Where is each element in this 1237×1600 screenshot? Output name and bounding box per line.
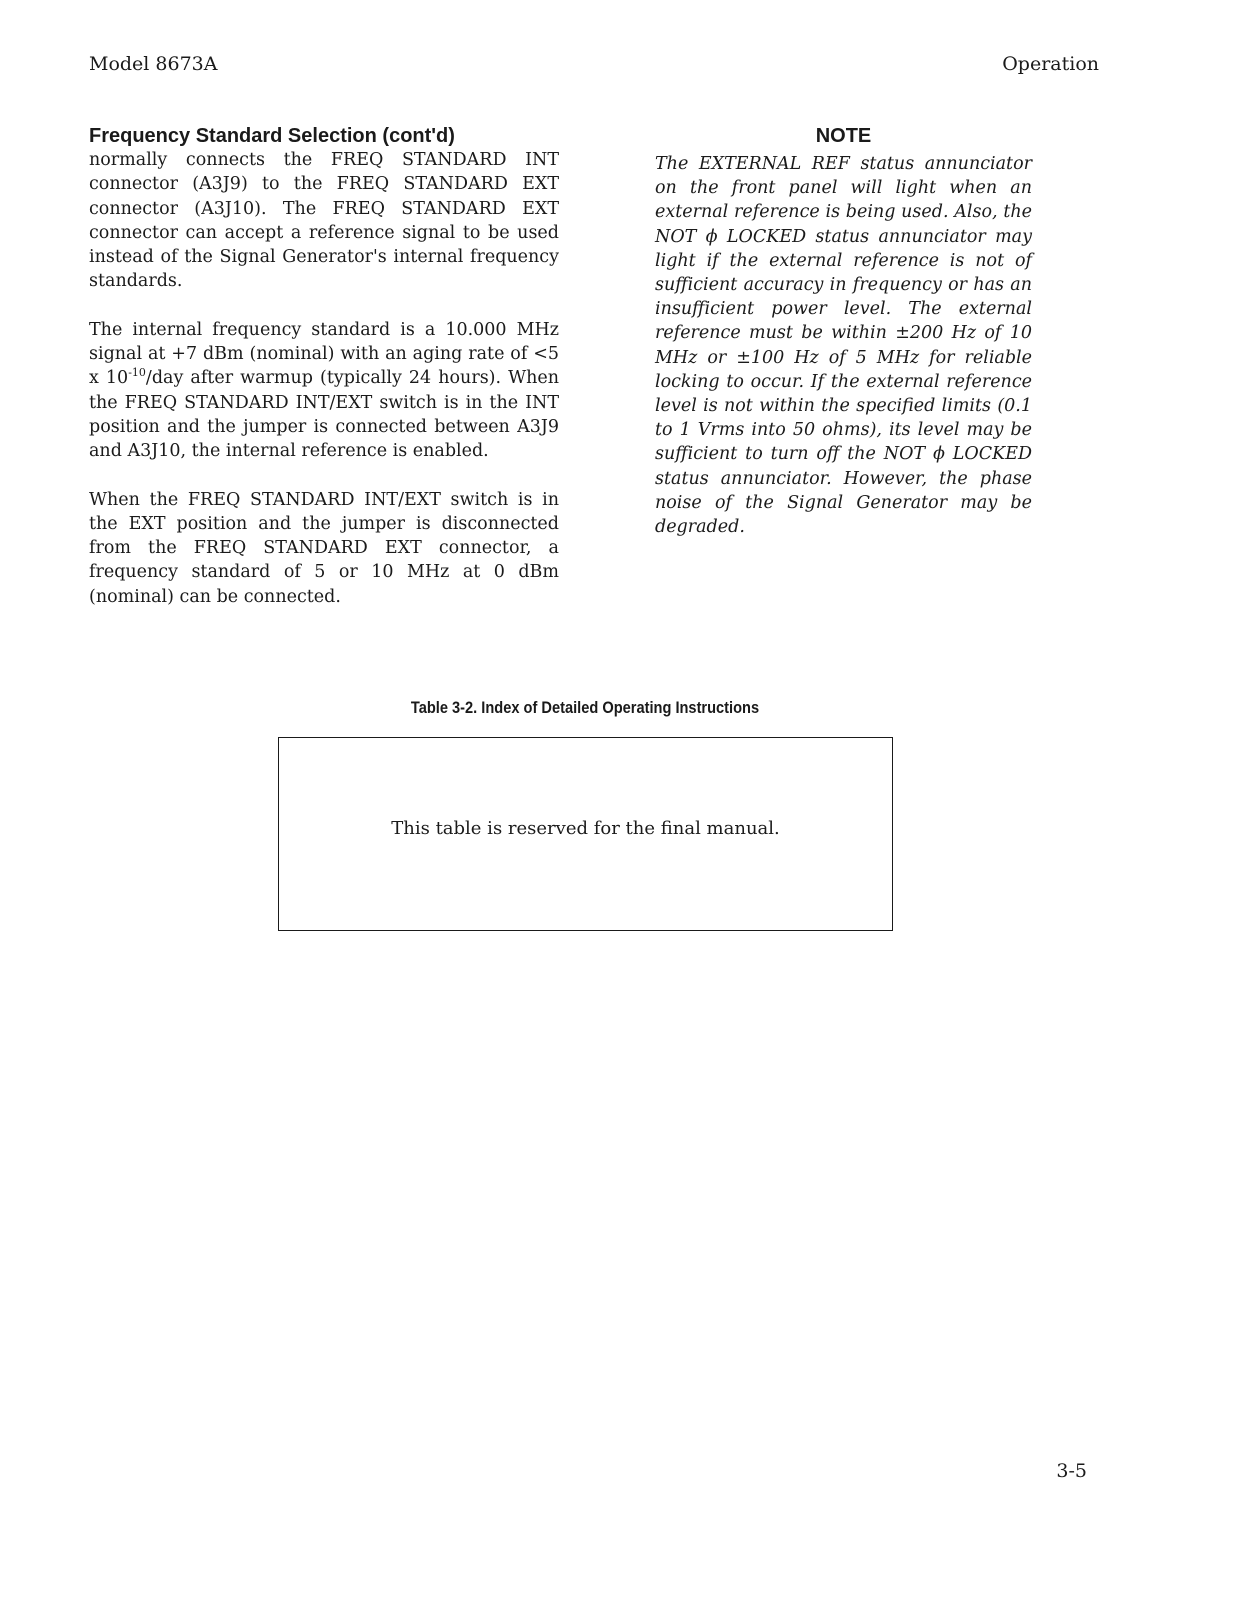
header-section: Operation xyxy=(1002,53,1099,75)
section-heading: Frequency Standard Selection (cont'd) xyxy=(89,125,455,147)
paragraph-2 xyxy=(89,318,559,464)
table-caption: Table 3-2. Index of Detailed Operating Instructions xyxy=(410,698,760,717)
table-placeholder-box xyxy=(278,737,893,931)
paragraph-2-part-1: The internal frequency standard is a 10.000 MHz signal at +7 dBm (nominal) with an aging rate of <5 x 10 xyxy=(89,319,559,389)
header-model: Model 8673A xyxy=(89,53,218,75)
note-text: The EXTERNAL REF status annunciator on the front panel will light when an external reference is being used. Also, the NOT ϕ LOCKED status annunciator may light if the external reference is not of sufficient accuracy in frequency or has an insufficient power level. The external reference must be within ±200 Hz of 10 MHz or ±100 Hz of 5 MHz for reliable locking to occur. If the external reference level is not within the specified limits (0.1 to 1 Vrms into 50 ohms), its level may be sufficient to turn off the NOT ϕ LOCKED status annunciator. However, the phase noise of the Signal Generator may be degraded. xyxy=(655,154,1032,538)
table-placeholder-text: This table is reserved for the final manual. xyxy=(391,818,780,839)
paragraph-3: When the FREQ STANDARD INT/EXT switch is in the EXT position and the jumper is disconnected from the FREQ STANDARD EXT connector, a frequency standard of 5 or 10 MHz at 0 dBm (nominal) can be connected. xyxy=(89,489,559,607)
paragraph-2-exponent: -10 xyxy=(128,366,146,380)
left-column xyxy=(89,124,559,609)
page-number: 3-5 xyxy=(1056,1460,1087,1482)
note-heading: NOTE xyxy=(815,125,872,147)
paragraph-2-part-2: /day after warmup (typically 24 hours). When the FREQ STANDARD INT/EXT switch is in the INT position and the jumper is connected between A3J9 and A3J10, the internal reference is enabled. xyxy=(89,368,560,462)
note-column xyxy=(655,124,1032,539)
paragraph-1: normally connects the FREQ STANDARD INT connector (A3J9) to the FREQ STANDARD EXT connector (A3J10). The FREQ STANDARD EXT connector can accept a reference signal to be used instead of the Signal Generator's internal frequency standards. xyxy=(89,150,559,292)
